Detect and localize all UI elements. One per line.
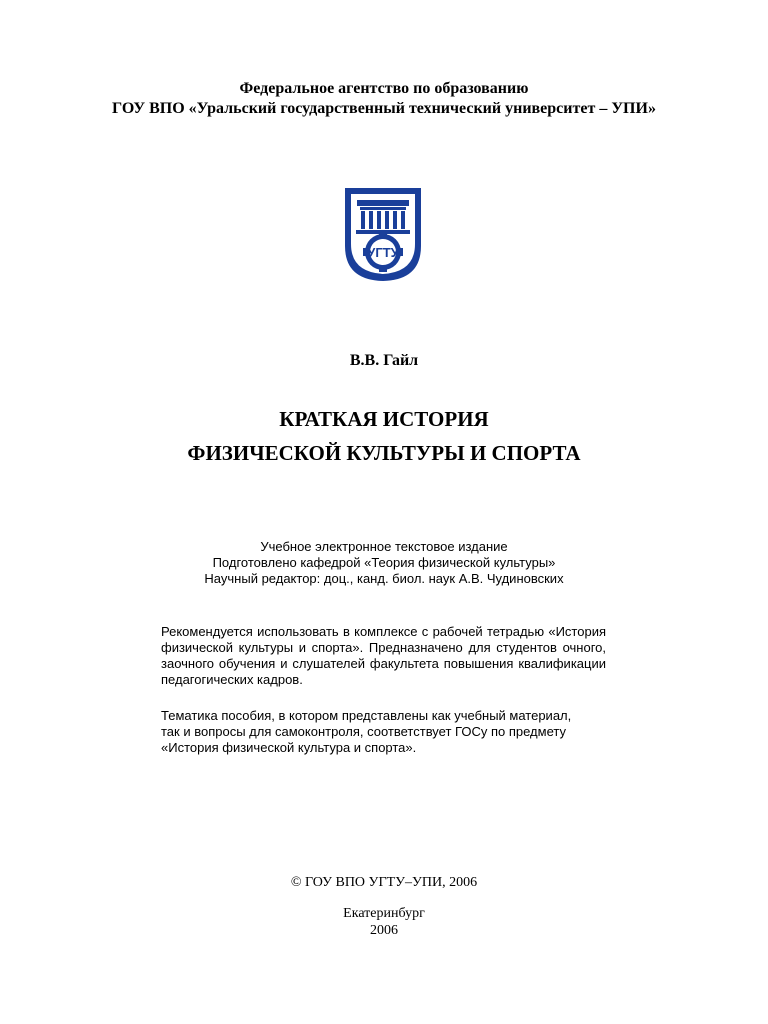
department: Подготовлено кафедрой «Теория физической культуры» [212,555,556,570]
logo-text: УГТУ [367,245,399,260]
author: В.В. Гайл [349,352,419,369]
topics-line: «История физической культура и спорта». [161,740,417,755]
topics-paragraph [161,708,606,756]
imprint [0,905,768,939]
university-name: ГОУ ВПО «Уральский государственный технический университет – УПИ» [112,100,656,117]
title-line: КРАТКАЯ ИСТОРИЯ [279,407,489,431]
topics-line: Тематика пособия, в котором представлены как учебный материал, [161,708,572,723]
city: Екатеринбург [343,906,425,921]
title-line: ФИЗИЧЕСКОЙ КУЛЬТУРЫ И СПОРТА [187,441,581,465]
header [0,79,768,119]
scientific-editor: Научный редактор: доц., канд. биол. наук А.В. Чудиновских [204,571,564,586]
edition-type: Учебное электронное текстовое издание [260,539,508,554]
university-logo [343,186,423,282]
edition-info [0,539,768,587]
agency-name: Федеральное агентство по образованию [239,80,529,97]
recommendation-paragraph: Рекомендуется использовать в комплексе с рабочей тетрадью «История физической культуры и спорта». Предназначено для студентов очного, заочного обучения и слушателей факультета повышения квалификации педагогических кадров. [161,624,606,687]
book-title [0,402,768,470]
year: 2006 [370,923,398,938]
copyright: © ГОУ ВПО УГТУ–УПИ, 2006 [290,875,478,890]
topics-line: так и вопросы для самоконтроля, соответствует ГОСу по предмету [161,724,566,739]
